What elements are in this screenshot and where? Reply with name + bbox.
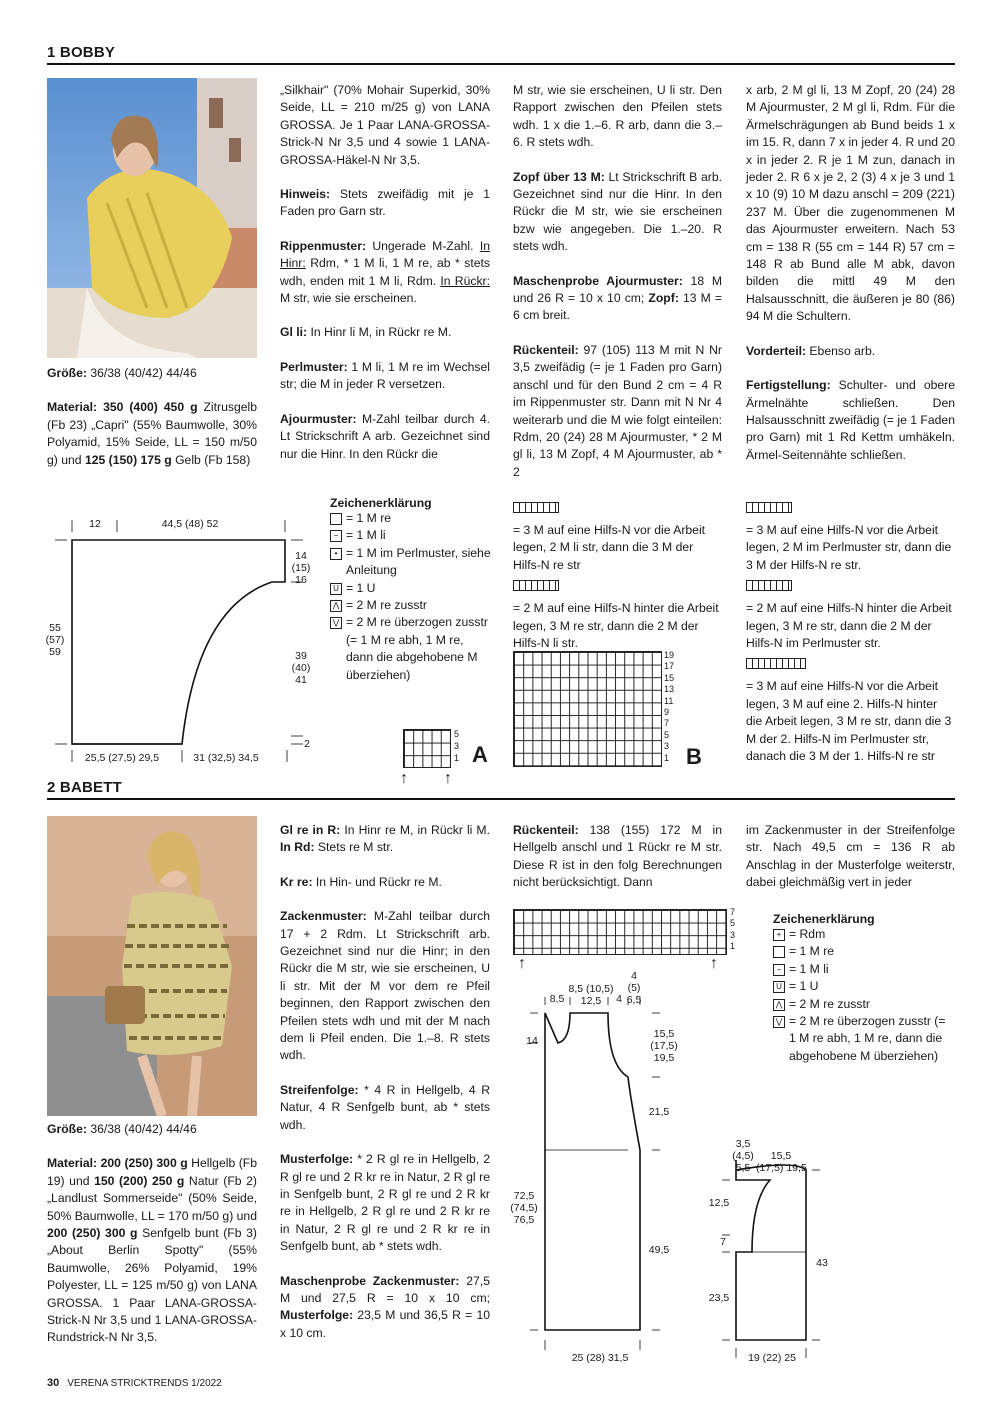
dim-label: 2	[304, 738, 310, 750]
dim-label: 19 (22) 25	[748, 1352, 796, 1364]
cable-right-icon	[513, 580, 559, 591]
ssk-icon: ⋁	[773, 1016, 785, 1028]
row-number: 5	[454, 729, 460, 739]
cable-legend-right	[746, 500, 955, 765]
photo-bobby	[47, 78, 257, 358]
dim-label: 21,5	[648, 1106, 670, 1118]
material-text: Material: 350 (400) 450 g Zitrusgelb (Fb 23) „Capri" (55% Baumwolle, 30% Polyamid, 15% Seide, LL = 150 m/50 g) und 125 (150) 175 g Gelb (Fb 158)	[47, 400, 257, 467]
dim-label: 25 (28) 31,5	[571, 1352, 629, 1364]
legend-text: = 1 M im Perlmuster, siehe Anleitung	[346, 545, 491, 578]
row-number: 19	[664, 650, 675, 660]
dim-label: 4 (5) 6,5	[626, 970, 642, 1006]
row-number: 1	[664, 752, 670, 763]
legend-text: = 1 U	[789, 979, 819, 994]
row-number: 5	[730, 918, 736, 929]
legend-title: Zeichenerklärung	[773, 912, 875, 926]
cable-left-seed-icon	[746, 502, 792, 513]
dim-label: 7	[720, 1236, 726, 1248]
knit-square-icon	[330, 513, 342, 525]
cable-left-icon	[513, 502, 559, 513]
legend-item	[773, 1013, 955, 1065]
dim-label: 39 (40) 41	[291, 650, 311, 686]
row-number: 17	[664, 661, 675, 672]
legend-text: = 1 M li	[346, 528, 386, 543]
arrow-up-icon: ↑	[444, 770, 452, 787]
section-title-bobby: 1 BOBBY	[47, 44, 116, 61]
dim-label: 8,5 (10,5) 12,5	[568, 983, 614, 1007]
cable-double-icon	[746, 658, 806, 669]
cable-legend-item: = 2 M auf eine Hilfs-N hinter die Arbeit legen, 3 M re str, dann die 2 M der Hilfs-N li str.	[513, 601, 719, 651]
size-value: 36/38 (40/42) 44/46	[86, 366, 197, 380]
row-number: 3	[664, 741, 670, 752]
size-label: Größe:	[47, 366, 87, 380]
row-number: 15	[664, 672, 675, 683]
row-number: 1	[730, 941, 736, 952]
size-value: 36/38 (40/42) 44/46	[86, 1122, 197, 1136]
cable-legend-item: = 2 M auf eine Hilfs-N hinter die Arbeit legen, 3 M re str, dann die 2 M der Hilfs-N im Perlmuster str.	[746, 601, 952, 651]
ssk-icon: ⋁	[330, 617, 342, 629]
legend-item	[773, 943, 955, 960]
dim-label: 12	[89, 518, 101, 530]
cable-legend-item: = 3 M auf eine Hilfs-N vor die Arbeit legen, 2 M li str, dann die 3 M der Hilfs-N re str	[513, 523, 706, 572]
page-footer	[47, 1377, 222, 1389]
size-label: Größe:	[47, 1122, 87, 1136]
purl-square-icon: −	[773, 964, 785, 976]
legend-text: = 2 M re überzogen zusstr (= 1 M re abh, 1 M re, dann die abgehobene M überziehen)	[789, 1014, 946, 1063]
legend-item	[773, 926, 955, 943]
dim-label: 72,5 (74,5) 76,5	[510, 1190, 538, 1226]
legend-item	[330, 597, 492, 614]
dim-label: 55 (57) 59	[45, 622, 65, 658]
zigzag-chart-grid	[513, 909, 727, 955]
dim-label: 14 (15) 16	[291, 550, 311, 586]
chart-b-grid	[513, 651, 662, 767]
legend-item	[330, 614, 492, 684]
cable-right-seed-icon	[746, 580, 792, 591]
edge-stitch-icon: +	[773, 929, 785, 941]
magazine-name: VERENA STRICKTRENDS 1/2022	[67, 1378, 222, 1389]
babett-size-material	[47, 1121, 257, 1364]
row-number: 11	[664, 695, 674, 706]
dim-label: 12,5	[708, 1197, 730, 1209]
legend-text: = 2 M re zusstr	[346, 598, 427, 613]
yarn-over-icon: U	[330, 583, 342, 595]
bobby-column-4: x arb, 2 M gl li, 13 M Zopf, 20 (24) 28 M Ajourmuster, 2 M gl li, Rdm. Für die Ärmelschrägungen ab Bund beids 1 x im 15. R, dann 7 x in jeder 4. R und 20 x in jeder 2. R je 1 M zun, danach in jeder 2. R 6 x je 2, 2 (3) 4 x je 3 und 1 x 10 (9) 10 M dazu anschl = 209 (221) 237 M. Über die zugenommenen M das Ajourmuster erweitern. Nach 53 cm = 138 R (55 cm = 144 R) 57 cm = 148 R ab Bund alle M abk, davon bilden die mittl 49 M den Halsausschnitt, die äußeren je 80 (86) 94 M die Schultern. Vorderteil: Ebenso arb. Fertigstellung: Schulter- und obere Ärmelnähte schließen. Den Halsausschnitt zweifädig (= je 1 Faden pro Garn) mit 1 Rd Kettm umhäkeln. Ärmel-Seitennähte schließen.	[746, 83, 955, 462]
legend-item	[773, 978, 955, 995]
bobby-schematic	[47, 512, 307, 772]
legend-title: Zeichenerklärung	[330, 496, 432, 510]
seed-square-icon: •	[330, 548, 342, 560]
legend-text: = 2 M re zusstr	[789, 996, 870, 1011]
dim-label: 3,5 (4,5) 5,5	[732, 1138, 754, 1174]
page-number: 30	[47, 1377, 60, 1389]
dim-label: 14	[526, 1035, 538, 1047]
legend-item	[773, 961, 955, 978]
legend-text: = Rdm	[789, 927, 826, 941]
dim-label: 23,5	[708, 1292, 730, 1304]
babett-column-4: im Zackenmuster in der Streifenfolge str. Nach 49,5 cm = 136 R ab Anschlag in der Musterfolge weiterstr, dabei gleichmäßig vert in jeder	[746, 823, 955, 890]
dim-label: 25,5 (27,5) 29,5	[84, 752, 160, 764]
legend-item	[330, 510, 492, 527]
row-number: 7	[730, 907, 736, 917]
cable-legend-mid	[513, 500, 722, 652]
legend-item	[773, 996, 955, 1013]
row-number: 5	[664, 729, 670, 740]
row-number: 9	[664, 707, 670, 718]
chart-a-row-numbers	[454, 728, 459, 764]
bobby-legend	[330, 496, 492, 684]
dim-label: 15,5 (17,5) 19,5	[756, 1150, 807, 1174]
legend-text: = 1 M li	[789, 961, 829, 976]
yarn-over-icon: U	[773, 981, 785, 993]
chart-a-grid	[403, 729, 451, 768]
arrow-up-icon: ↑	[518, 955, 526, 972]
dim-label: 44,5 (48) 52	[161, 518, 219, 530]
babett-column-2: Gl re in R: In Hinr re M, in Rückr li M. In Rd: Stets re M str. Kr re: In Hin- und Rückr re M. Zackenmuster: M-Zahl teilbar durch 17 + 2 Rdm. Lt Strickschrift arb. Gezeichnet sind nur die Hinr; in den Rückr die M str, wie sie erscheinen, U li str. Mit der M vor dem re Pfeil beginnen, den Rapport zwischen den Pfeilen stets wdh und mit der M nach dem li Pfeil enden. Die 1.–8. R stets wdh. Streifenfolge: * 4 R in Hellgelb, 4 R Natur, 4 R Senfgelb bunt, ab * stets wdh. Musterfolge: * 2 R gl re in Hellgelb, 2 R gl re und 2 R kr re in Natur, 2 R gl re in Senfgelb bunt, 2 R gl re und 2 R kr re in Hellgelb, 2 R gl re und 2 R kr re in Natur, 2 R gl re und 2 R kr re in Senfgelb bunt, ab * stets wdh. Maschenprobe Zackenmuster: 27,5 M und 27,5 R = 10 x 10 cm; Musterfolge: 23,5 M und 36,5 R = 10 x 10 cm.	[280, 823, 490, 1340]
dim-label: 43	[816, 1257, 828, 1269]
section-title-babett: 2 BABETT	[47, 779, 122, 796]
purl-square-icon: −	[330, 530, 342, 542]
chart-a-label: A	[472, 742, 488, 767]
legend-item	[330, 527, 492, 544]
dim-label: 8,5	[549, 993, 565, 1005]
legend-text: = 2 M re überzogen zusstr (= 1 M re abh, 1 M re, dann die abgehobene M überziehen)	[346, 615, 488, 682]
row-number: 3	[454, 741, 460, 751]
row-number: 7	[664, 718, 670, 729]
bobby-column-3: M str, wie sie erscheinen, U li str. Den Rapport zwischen den Pfeilen stets wdh. 1 x die 1.–6. R arb, dann die 3.–6. R stets wdh. Zopf über 13 M: Lt Strickschrift B arb. Gezeichnet sind nur die Hinr. In den Rückr die M str, wie sie erscheinen bzw wie angegeben. Die 1.–20. R stets wdh. Maschenprobe Ajourmuster: 18 M und 26 R = 10 x 10 cm; Zopf: 13 M = 6 cm breit. Rückenteil: 97 (105) 113 M mit N Nr 3,5 zweifädig (= je 1 Faden pro Garn) anschl und für den Bund 2 cm = 4 R im Rippenmuster str. Dann mit N Nr 4 weiterarb und die M wie folgt einteilen: Rdm, 20 (24) 28 M Ajourmuster, * 2 M gl li, 13 M Zopf, 4 M Ajourmuster, ab * 2	[513, 83, 722, 479]
legend-text: = 1 M re	[789, 944, 835, 959]
knit-square-icon	[773, 946, 785, 958]
chart-b-label: B	[686, 744, 702, 769]
cable-legend-item: = 3 M auf eine Hilfs-N vor die Arbeit legen, 2 M im Perlmuster str, dann die 3 M der Hilfs-N re str.	[746, 523, 952, 572]
dim-label: 15,5 (17,5) 19,5	[650, 1028, 678, 1064]
section-rule	[47, 63, 955, 65]
chart-b-row-numbers	[664, 650, 674, 764]
row-number: 1	[454, 753, 460, 763]
legend-item	[330, 580, 492, 597]
dim-label: 49,5	[648, 1244, 670, 1256]
babett-column-3: Rückenteil: 138 (155) 172 M in Hellgelb anschl und 1 Rückr re M str. Diese R ist in den folg Berechnungen nicht berücksichtigt. Dann	[513, 823, 722, 890]
legend-text: = 1 U	[346, 580, 376, 595]
dim-label: 4	[616, 993, 622, 1005]
photo-babett	[47, 816, 257, 1116]
arrow-up-icon: ↑	[400, 770, 408, 787]
row-number: 3	[730, 929, 736, 940]
row-number: 13	[664, 684, 675, 695]
k2tog-icon: ⋀	[330, 600, 342, 612]
arrow-up-icon: ↑	[710, 955, 718, 972]
zigzag-chart-row-numbers	[730, 907, 735, 953]
babett-legend	[773, 912, 955, 1065]
bobby-size-material	[47, 365, 257, 486]
legend-text: = 1 M re	[346, 511, 392, 525]
bobby-column-2: „Silkhair" (70% Mohair Superkid, 30% Seide, LL = 210 m/25 g) von LANA GROSSA. Je 1 Paar LANA-GROSSA-Strick-N Nr 3,5 und 4 sowie 1 LANA-GROSSA-Häkel-N Nr 3,5. Hinweis: Stets zweifädig mit je 1 Faden pro Garn str. Rippenmuster: Ungerade M-Zahl. In Hinr: Rdm, * 1 M li, 1 M re, ab * stets wdh, enden mit 1 M li, Rdm. In Rückr: M str, wie sie erscheinen. Gl li: In Hinr li M, in Rückr re M. Perlmuster: 1 M li, 1 M re im Wechsel str; die M in jeder R versetzen. Ajourmuster: M-Zahl teilbar durch 4. Lt Strickschrift A arb. Gezeichnet sind nur die Hinr. In den Rückr die	[280, 83, 491, 461]
cable-legend-item: = 3 M auf eine Hilfs-N vor die Arbeit legen, 3 M auf eine 2. Hilfs-N hinter die Arbeit legen, 3 M re str, dann die 3 M der 2. Hilfs-N im Perlmuster str, danach die 3 M der 1. Hilfs-N re str	[746, 679, 952, 764]
material-text: Material: 200 (250) 300 g Hellgelb (Fb 19) und 150 (200) 250 g Natur (Fb 2) „Landlust Sommerseide" (50% Seide, 50% Baumwolle, LL = 170 m/50 g) und 200 (250) 300 g Senfgelb bunt (Fb 3) „About Berlin Spotty" (55% Baumwolle, 26% Polyamid, 19% Polyester, LL = 125 m/50 g) von LANA GROSSA. 1 Paar LANA-GROSSA-Strick-N Nr 3,5 und 1 LANA-GROSSA-Rundstrick-N Nr 3,5.	[47, 1156, 258, 1345]
legend-item	[330, 545, 492, 580]
section-rule	[47, 798, 955, 800]
k2tog-icon: ⋀	[773, 999, 785, 1011]
dim-label: 31 (32,5) 34,5	[193, 752, 259, 764]
